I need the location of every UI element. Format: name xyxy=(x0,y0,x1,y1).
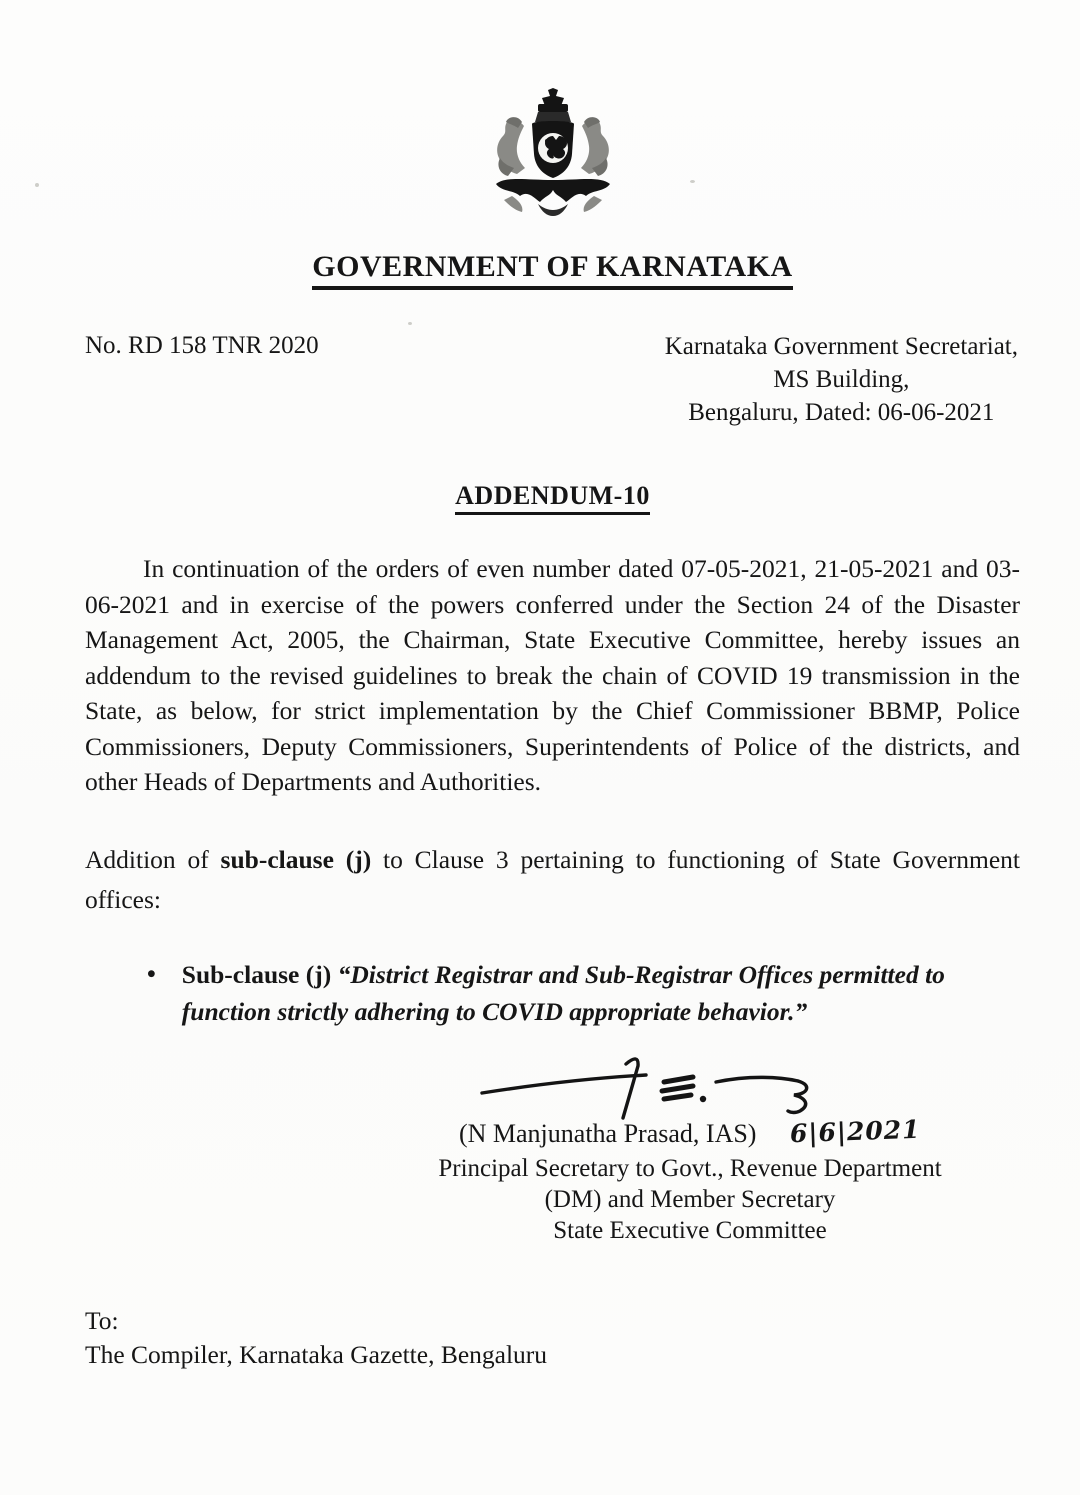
handwritten-signature xyxy=(478,1052,818,1120)
scan-artifact xyxy=(690,180,695,183)
to-value: The Compiler, Karnataka Gazette, Bengaluru xyxy=(85,1339,548,1369)
bullet-marker: • xyxy=(147,960,156,988)
to-label: To: xyxy=(85,1305,119,1335)
signatory-title-1: Principal Secretary to Govt., Revenue Department xyxy=(438,1154,942,1182)
signatory-titles xyxy=(370,1153,1010,1246)
office-line-2: MS Building, xyxy=(773,366,910,393)
sub-clause-quote: “District Registrar and Sub-Registrar Offices permitted to function strictly adhering to COVID appropriate behavior.” xyxy=(181,959,945,1026)
sub-clause-text xyxy=(182,956,965,1030)
sub-clause-label: Sub-clause (j) xyxy=(181,959,338,989)
document-title xyxy=(85,250,1020,290)
office-line-1: Karnataka Government Secretariat, xyxy=(664,333,1018,360)
body-paragraph-2 xyxy=(85,840,1020,920)
scan-artifact xyxy=(408,322,412,325)
paragraph-2-bold: sub-clause (j) xyxy=(220,844,372,874)
office-line-3: Bengaluru, Dated: 06-06-2021 xyxy=(688,399,995,426)
office-address-block xyxy=(665,330,1018,429)
sub-clause-bullet-item xyxy=(85,956,1020,1030)
addressee-block xyxy=(85,1304,1020,1372)
body-paragraph-1: In continuation of the orders of even number dated 07-05-2021, 21-05-2021 and 03-06-2021 and in exercise of the powers conferred under the Section 24 of the Disaster Management Act, 2005, the Chairman, State Executive Committee, hereby issues an addendum to the revised guidelines to break the chain of COVID 19 transmission in the State, as below, for strict implementation by the Chief Commissioner BBMP, Police Commissioners, Deputy Commissioners, Superintendents of Police of the districts, and other Heads of Departments and Authorities. xyxy=(85,554,1020,796)
signatory-row xyxy=(370,1114,1010,1149)
signature-block xyxy=(370,1052,1010,1246)
handwritten-date: 6|6|2021 xyxy=(789,1114,922,1148)
karnataka-state-emblem-icon xyxy=(85,0,1020,220)
scan-artifact xyxy=(35,183,39,187)
document-title-text: GOVERNMENT OF KARNATAKA xyxy=(312,250,792,290)
signatory-name: (N Manjunatha Prasad, IAS) xyxy=(458,1118,757,1148)
signatory-title-2: (DM) and Member Secretary xyxy=(544,1185,836,1213)
paragraph-2-suffix: to Clause 3 pertaining to functioning of State Government offices: xyxy=(85,844,1020,914)
addendum-heading xyxy=(85,481,1020,515)
reference-row xyxy=(85,330,1020,429)
addendum-heading-text: ADDENDUM-10 xyxy=(455,481,650,515)
signatory-title-3: State Executive Committee xyxy=(553,1216,827,1244)
paragraph-2-prefix: Addition of xyxy=(85,844,221,874)
reference-number: No. RD 158 TNR 2020 xyxy=(85,332,319,359)
